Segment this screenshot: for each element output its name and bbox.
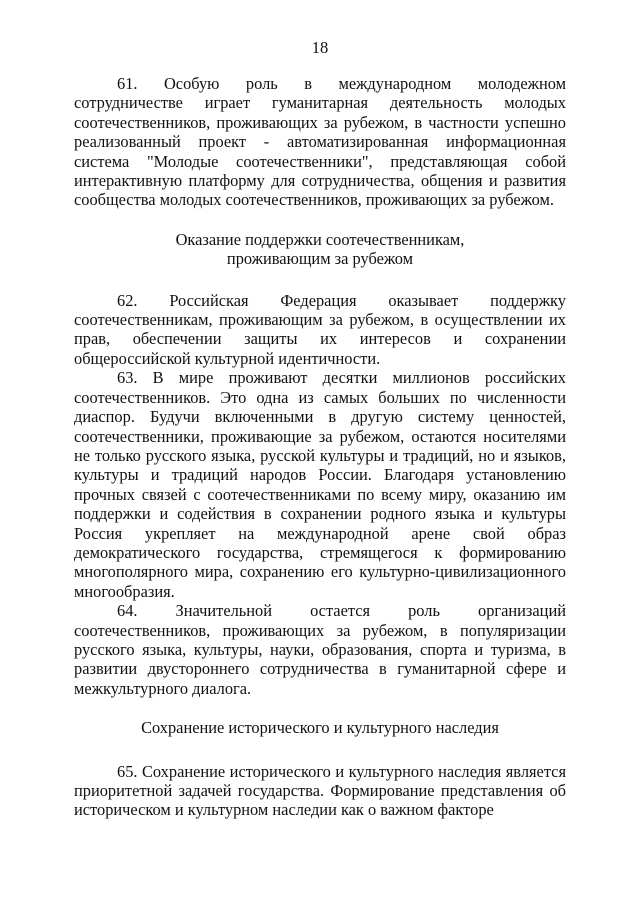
section-heading-support-line-2: проживающим за рубежом	[226, 249, 414, 269]
section-heading-support	[74, 230, 566, 269]
paragraph-63: 63. В мире проживают десятки миллионов российских соотечественников. Это одна из самых больших по численности диаспор. Будучи включенными в другую систему ценностей, соотечественники, проживающие за рубежом, остаются носителями не только русского языка, русской культуры и традиций, но и языков, культуры и традиций народов России. Благодаря установлению прочных связей с соотечественниками по всему миру, оказанию им поддержки и содействия в сохранении родного языка и культуры Россия укрепляет на международной арене свой образ демократического государства, стремящегося к формированию многополярного мира, сохранению его культурно-цивилизационного многообразия.	[74, 368, 566, 601]
paragraph-62: 62. Российская Федерация оказывает поддержку соотечественникам, проживающим за рубежом, в осуществлении их прав, обеспечении защиты их интересов и сохранении общероссийской культурной идентичности.	[74, 290, 566, 368]
paragraph-61: 61. Особую роль в международном молодежном сотрудничестве играет гуманитарная деятельность молодых соотечественников, проживающих за рубежом, в частности успешно реализованный проект - автоматизированная информационная система "Молодые соотечественники", представляющая собой интерактивную платформу для сотрудничества, общения и развития сообщества молодых соотечественников, проживающих за рубежом.	[74, 74, 566, 210]
document-body	[74, 74, 566, 820]
section-heading-heritage: Сохранение исторического и культурного наследия	[141, 718, 499, 738]
section-heading-support-line-1: Оказание поддержки соотечественникам,	[175, 229, 465, 249]
paragraph-64: 64. Значительной остается роль организаций соотечественников, проживающих за рубежом, в популяризации русского языка, культуры, науки, образования, спорта и туризма, в развитии двустороннего сотрудничества в гуманитарной сфере и межкультурного диалога.	[74, 601, 566, 698]
page-number: 18	[311, 38, 329, 57]
paragraph-65: 65. Сохранение исторического и культурного наследия является приоритетной задачей государства. Формирование представления об историческом и культурном наследии как о важном факторе	[74, 761, 566, 820]
